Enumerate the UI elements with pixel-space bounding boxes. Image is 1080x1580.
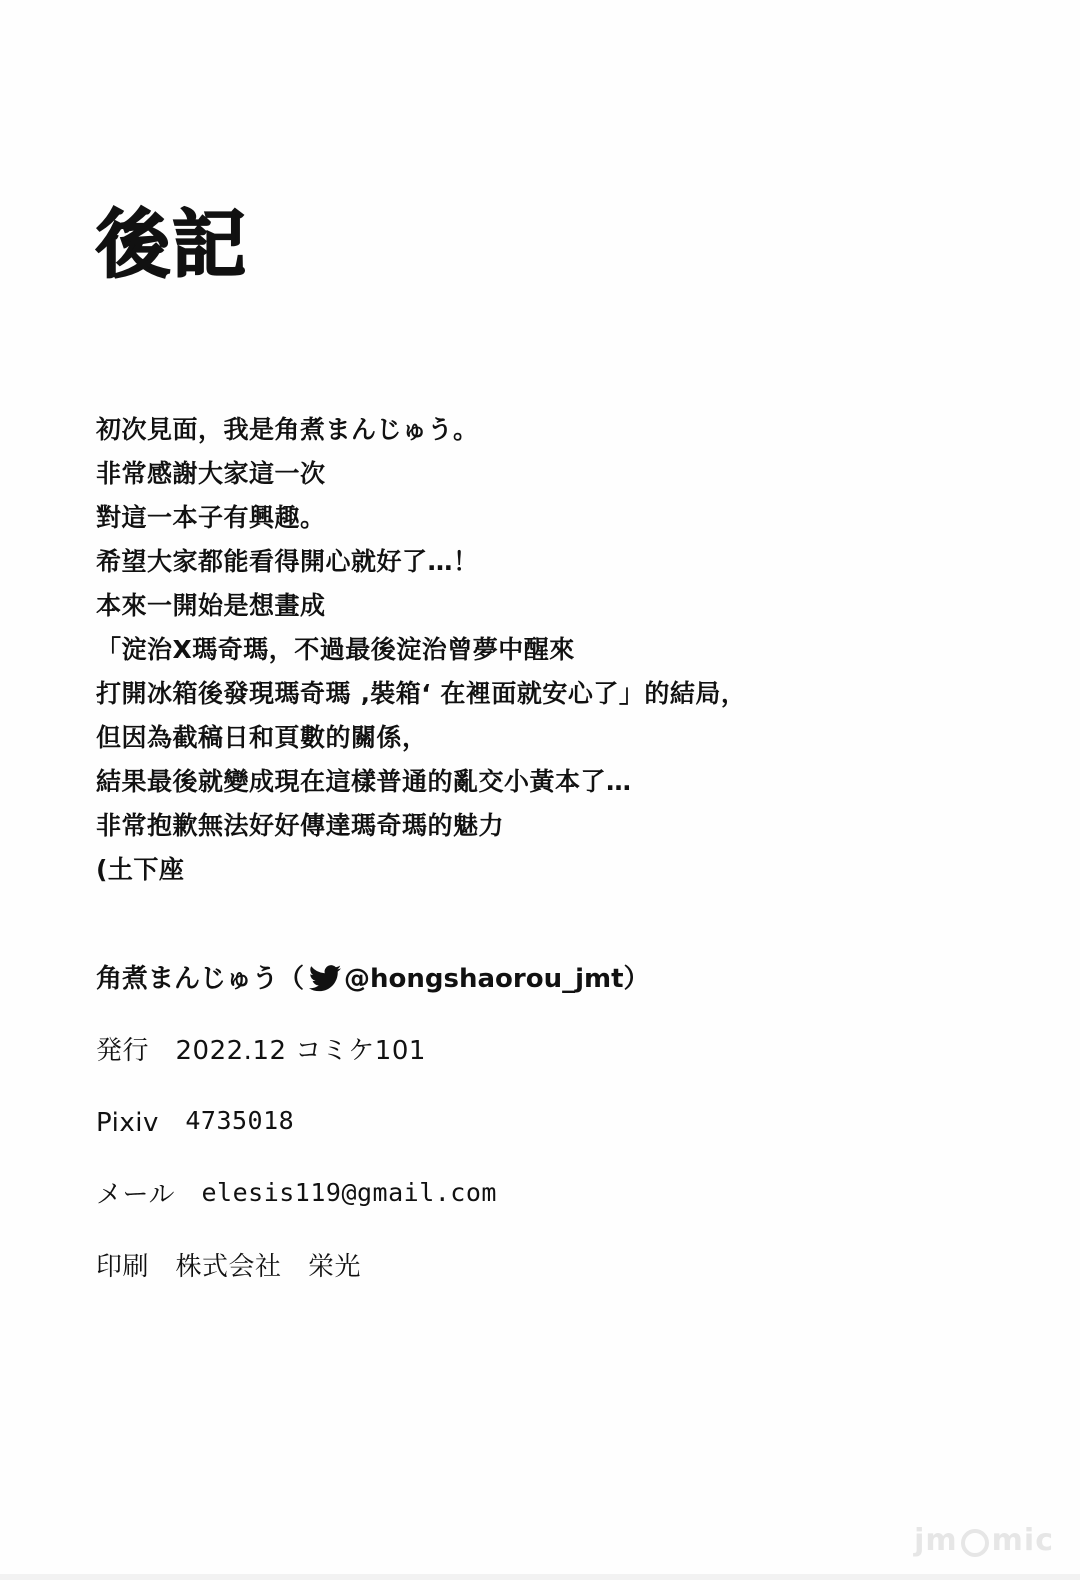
credit-row-publication [96,1012,996,1084]
body-line: 「淀治X瑪奇瑪，不過最後淀治曾夢中醒來 [96,635,575,664]
credit-value: 株式会社 栄光 [175,1251,362,1282]
credit-value: elesis119@gmail.com [201,1177,497,1207]
body-line: 但因為截稿日和頁數的關係， [96,723,428,752]
page-title: 後記 [96,202,248,288]
body-line: 對這一本子有興趣。 [96,503,326,532]
author-twitter-handle: @hongshaorou_jmt） [344,963,650,994]
body-line: 打開冰箱後發現瑪奇瑪 ‚裝箱‘ 在裡面就安心了」的結局， [96,679,747,708]
afterword-body [96,408,956,892]
credit-label: メール [96,1179,202,1210]
body-line: (土下座 [96,855,185,884]
credit-row-printing [96,1228,996,1300]
watermark [914,1523,1054,1558]
credit-value: 4735018 [185,1105,295,1135]
body-line: 非常抱歉無法好好傳達瑪奇瑪的魅力 [96,811,505,840]
credit-label: 発行 [96,1035,176,1066]
body-line: 本來一開始是想畫成 [96,591,326,620]
watermark-prefix: jm [914,1523,958,1558]
watermark-suffix: mic [991,1523,1054,1558]
body-line: 希望大家都能看得開心就好了…！ [96,547,479,576]
credit-value: 2022.12 コミケ101 [175,1035,426,1066]
twitter-bird-icon [308,964,342,992]
body-line: 非常感謝大家這一次 [96,459,326,488]
credits-block [96,940,996,1300]
credit-row-mail [96,1156,996,1228]
page-bottom-edge [0,1574,1080,1580]
credit-label: Pixiv [96,1107,186,1138]
credit-row-pixiv [96,1084,996,1156]
body-line: 結果最後就變成現在這樣普通的亂交小黃本了… [96,767,632,796]
circle-icon [961,1529,989,1557]
author-name: 角煮まんじゅう（ [96,963,305,994]
author-handle-row [96,940,996,1012]
body-line: 初次見面，我是角煮まんじゅう。 [96,415,479,444]
credit-label: 印刷 [96,1251,176,1282]
